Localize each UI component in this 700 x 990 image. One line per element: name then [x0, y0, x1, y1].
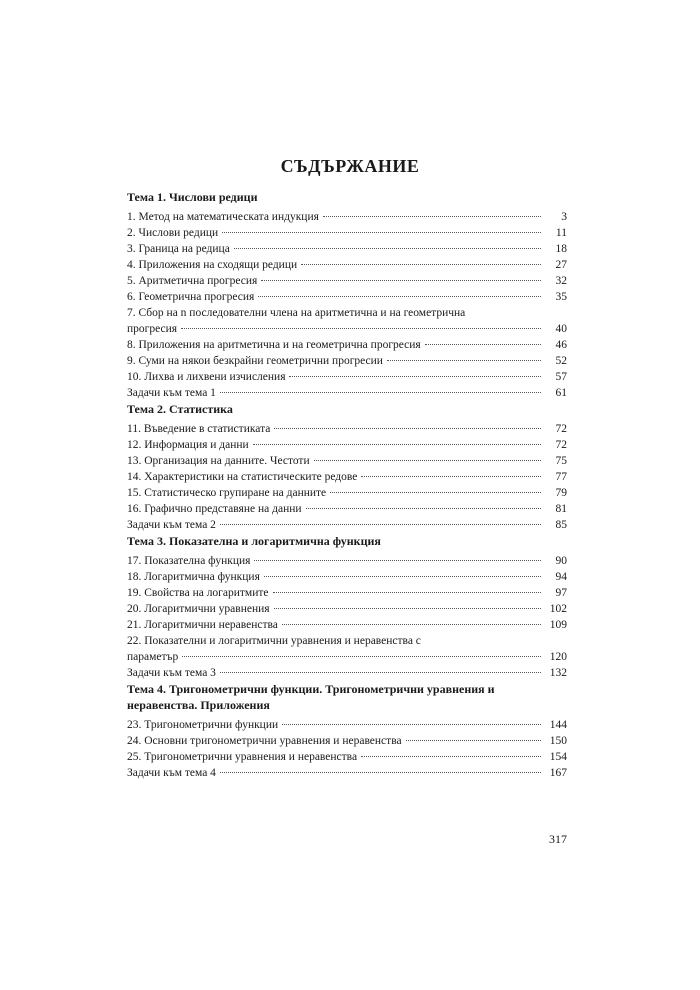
toc-section-4: [127, 681, 567, 781]
dot-leader: [361, 476, 541, 477]
toc-entry[interactable]: [127, 353, 567, 369]
toc-entry[interactable]: [127, 369, 567, 385]
entry-title: 8. Приложения на аритметична и на геометрична прогресия: [127, 339, 421, 351]
toc-entry[interactable]: [127, 453, 567, 469]
entry-page: 150: [549, 735, 567, 747]
dot-leader: [274, 608, 541, 609]
entry-title: 25. Тригонометрични уравнения и неравенства: [127, 751, 358, 763]
entry-title: 15. Статистическо групиране на данните: [127, 487, 327, 499]
toc-entry[interactable]: [127, 665, 567, 681]
entry-page: 154: [549, 751, 567, 763]
entry-page: 52: [555, 355, 567, 367]
toc-entry[interactable]: [127, 553, 567, 569]
entry-page: 75: [555, 455, 567, 467]
entry-title-line1[interactable]: 7. Сбор на n последователни члена на аритметична и на геометрична: [127, 307, 466, 319]
dot-leader: [406, 740, 541, 741]
entry-title: 17. Показателна функция: [127, 555, 251, 567]
entry-page: 72: [555, 423, 567, 435]
entry-page: 132: [549, 667, 567, 679]
table-of-contents: [127, 189, 567, 781]
toc-entry[interactable]: [127, 717, 567, 733]
entry-page: 144: [549, 719, 567, 731]
entry-page: 35: [555, 291, 567, 303]
dot-leader: [282, 724, 541, 725]
entry-title: Задачи към тема 1: [127, 387, 216, 399]
entry-page: 11: [555, 227, 567, 239]
entry-page: 46: [555, 339, 567, 351]
entry-title: 16. Графично представяне на данни: [127, 503, 302, 515]
entry-page: 102: [549, 603, 567, 615]
entry-page: 120: [549, 651, 567, 663]
entry-page: 32: [555, 275, 567, 287]
section-heading: Тема 1. Числови редици: [127, 190, 258, 204]
entry-title: 1. Метод на математическата индукция: [127, 211, 319, 223]
dot-leader: [361, 756, 541, 757]
toc-entry[interactable]: [127, 241, 567, 257]
section-heading: Тема 4. Тригонометрични функции. Тригонометрични уравнения и неравенства. Приложения: [127, 682, 495, 712]
toc-entry[interactable]: [127, 501, 567, 517]
entry-page: 18: [555, 243, 567, 255]
entry-page: 61: [555, 387, 567, 399]
entry-page: 90: [555, 555, 567, 567]
toc-section-3: [127, 533, 567, 681]
entry-page: 40: [555, 323, 567, 335]
dot-leader: [274, 428, 541, 429]
dot-leader: [234, 248, 541, 249]
entry-title: 21. Логаритмични неравенства: [127, 619, 278, 631]
toc-entry[interactable]: [127, 421, 567, 437]
dot-leader: [264, 576, 541, 577]
entry-page: 77: [555, 471, 567, 483]
entry-page: 97: [555, 587, 567, 599]
toc-entry[interactable]: [127, 649, 567, 665]
entry-title: 24. Основни тригонометрични уравнения и неравенства: [127, 735, 402, 747]
entry-title: Задачи към тема 2: [127, 519, 216, 531]
toc-section-1: [127, 189, 567, 401]
entry-page: 57: [555, 371, 567, 383]
entry-page: 167: [549, 767, 567, 779]
entry-title-line1[interactable]: 22. Показателни и логаритмични уравнения и неравенства с: [127, 635, 421, 647]
entry-page: 3: [561, 211, 567, 223]
dot-leader: [182, 656, 541, 657]
entry-title-line2: параметър: [127, 651, 179, 663]
entry-title: 20. Логаритмични уравнения: [127, 603, 270, 615]
toc-entry[interactable]: [127, 273, 567, 289]
dot-leader: [181, 328, 541, 329]
dot-leader: [387, 360, 541, 361]
entry-title: 13. Организация на данните. Честоти: [127, 455, 310, 467]
dot-leader: [220, 772, 541, 773]
dot-leader: [425, 344, 541, 345]
section-heading: Тема 3. Показателна и логаритмична функция: [127, 534, 381, 548]
toc-entry[interactable]: [127, 569, 567, 585]
entry-title: 14. Характеристики на статистическите редове: [127, 471, 358, 483]
dot-leader: [258, 296, 541, 297]
entry-title: 5. Аритметична прогресия: [127, 275, 258, 287]
entry-title: 9. Суми на някои безкрайни геометрични прогресии: [127, 355, 383, 367]
toc-entry[interactable]: [127, 385, 567, 401]
entry-title: 18. Логаритмична функция: [127, 571, 260, 583]
entry-page: 72: [555, 439, 567, 451]
entry-title: 6. Геометрична прогресия: [127, 291, 255, 303]
page-title: СЪДЪРЖАНИЕ: [280, 156, 420, 176]
dot-leader: [301, 264, 541, 265]
entry-page: 109: [549, 619, 567, 631]
toc-entry[interactable]: [127, 517, 567, 533]
toc-section-2: [127, 401, 567, 533]
dot-leader: [222, 232, 541, 233]
entry-title: 12. Информация и данни: [127, 439, 249, 451]
toc-entry[interactable]: [127, 321, 567, 337]
dot-leader: [289, 376, 541, 377]
entry-title-line2: прогресия: [127, 323, 178, 335]
dot-leader: [220, 524, 541, 525]
entry-title: Задачи към тема 4: [127, 767, 216, 779]
toc-entry[interactable]: [127, 485, 567, 501]
entry-page: 94: [555, 571, 567, 583]
entry-title: 3. Граница на редица: [127, 243, 230, 255]
page-number: 317: [549, 832, 567, 846]
entry-title: 4. Приложения на сходящи редици: [127, 259, 298, 271]
toc-entry[interactable]: [127, 289, 567, 305]
toc-entry[interactable]: [127, 585, 567, 601]
entry-page: 85: [555, 519, 567, 531]
dot-leader: [282, 624, 541, 625]
toc-entry[interactable]: [127, 749, 567, 765]
toc-entry[interactable]: [127, 617, 567, 633]
dot-leader: [253, 444, 541, 445]
toc-entry[interactable]: [127, 733, 567, 749]
dot-leader: [306, 508, 541, 509]
toc-entry[interactable]: [127, 469, 567, 485]
dot-leader: [220, 672, 541, 673]
entry-title: 2. Числови редици: [127, 227, 219, 239]
dot-leader: [220, 392, 541, 393]
dot-leader: [261, 280, 541, 281]
entry-page: 27: [555, 259, 567, 271]
entry-page: 79: [555, 487, 567, 499]
entry-title: 19. Свойства на логаритмите: [127, 587, 269, 599]
dot-leader: [330, 492, 541, 493]
dot-leader: [273, 592, 542, 593]
entry-title: 11. Въведение в статистиката: [127, 423, 271, 435]
dot-leader: [254, 560, 541, 561]
toc-entry[interactable]: [127, 209, 567, 225]
toc-entry[interactable]: [127, 765, 567, 781]
dot-leader: [323, 216, 541, 217]
toc-entry[interactable]: [127, 257, 567, 273]
entry-title: 23. Тригонометрични функции: [127, 719, 279, 731]
toc-entry[interactable]: [127, 437, 567, 453]
section-heading: Тема 2. Статистика: [127, 402, 233, 416]
toc-entry[interactable]: [127, 601, 567, 617]
dot-leader: [314, 460, 541, 461]
toc-entry[interactable]: [127, 225, 567, 241]
entry-title: Задачи към тема 3: [127, 667, 216, 679]
toc-entry[interactable]: [127, 337, 567, 353]
entry-page: 81: [555, 503, 567, 515]
entry-title: 10. Лихва и лихвени изчисления: [127, 371, 286, 383]
